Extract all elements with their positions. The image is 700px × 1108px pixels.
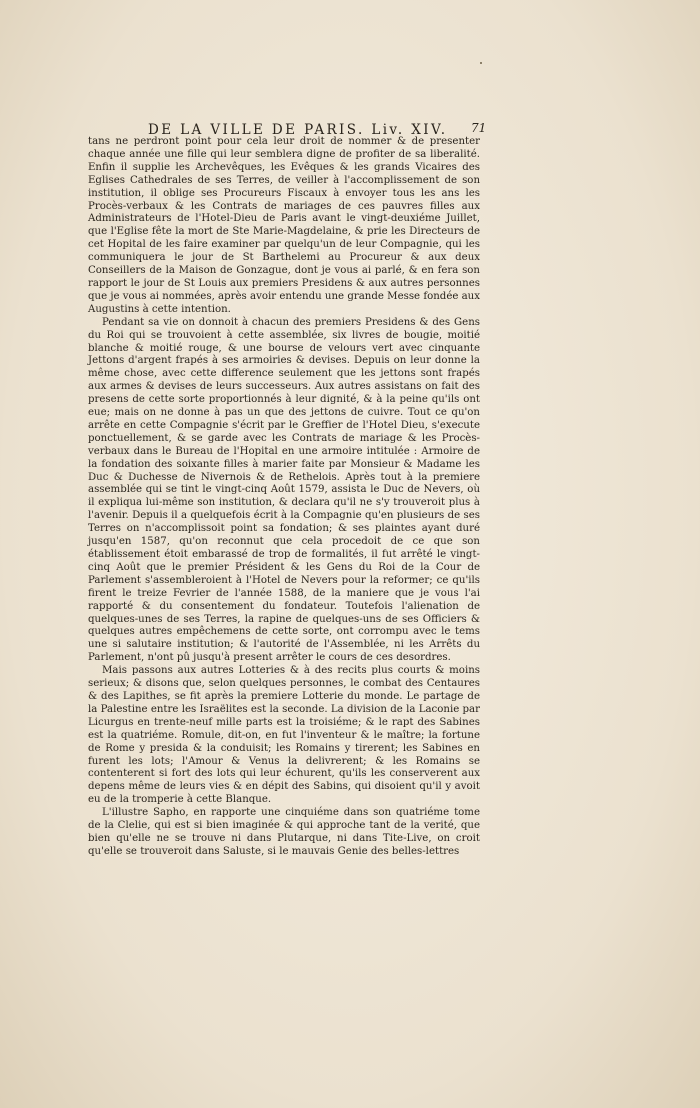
paragraph-2: Pendant sa vie on donnoit à chacun des premiers Presidens & des Gens du Roi qui se trouvoient à cette assemblée, six livres de bougie, moitié blanche & moitié rouge, & une bourse de velours vert avec cinquante Jettons d'argent frapés à ses armoiries & devises. Depuis on leur donne la même chose, avec cette difference seulement que les jettons sont frapés aux armes & devises de leurs successeurs. Aux autres assistans on fait des presens de cette sorte proportionnés à leur dignité, & à la peine qu'ils ont eue; mais on ne donne à pas un que des jettons de cuivre. Tout ce qu'on arrête en cette Compagnie s'écrit par le Greffier de l'Hotel Dieu, s'execute ponctuellement, & se garde avec les Contrats de mariage & les Procès-verbaux dans le Bureau de l'Hopital en une armoire intitulée : Armoire de la fondation des soixante filles à marier faite par Monsieur & Madame les Duc & Duchesse de Nivernois & de Rethelois. Après tout à la premiere assemblée qui se tint le vingt-cinq Août 1579, assista le Duc de Nevers, où il expliqua lui-même son institution, & declara qu'il ne s'y trouveroit plus à l'avenir. Depuis il a quelquefois écrit à la Compagnie qu'en plusieurs de ses Terres on n'accomplissoit point sa fondation; & ses plaintes ayant duré jusqu'en 1587, qu'on reconnut que cela procedoit de ce que son établissement étoit embarassé de trop de formalités, il fut arrêté le vingt-cinq Août que le premier Président & les Gens du Roi de la Cour de Parlement s'assembleroient à l'Hotel de Nevers pour la reformer; ce qu'ils firent le treize Fevrier de l'année 1588, de la maniere que je vous l'ai rapporté & du consentement du fondateur. Toutefois l'alienation de quelques-unes de ses Terres, la rapine de quelques-uns de ses Officiers & quelques autres empêchemens de cette sorte, ont corrompu avec le tems une si salutaire institution; & l'autorité de l'Assemblée, ni les Arrêts du Parlement, n'ont pû jusqu'à present arrêter le cours de ces desordres. bbox=[88, 316, 480, 664]
page-number: 71 bbox=[471, 121, 487, 135]
paper-speck bbox=[480, 62, 482, 64]
paragraph-1: tans ne perdront point pour cela leur droit de nommer & de presenter chaque année une fille qui leur semblera digne de profiter de sa liberalité. Enfin il supplie les Archevêques, les Evêques & les grands Vicaires des Eglises Cathedrales de ses Terres, de veiller à l'accomplissement de son institution, il oblige ses Procureurs Fiscaux à envoyer tous les ans les Procès-verbaux & les Contrats de mariages de ces pauvres filles aux Administrateurs de l'Hotel-Dieu de Paris avant le vingt-deuxiéme Juillet, que l'Eglise fête la mort de Ste Marie-Magdelaine, & prie les Directeurs de cet Hopital de les faire examiner par quelqu'un de leur Compagnie, qui les communiquera le jour de St Barthelemi au Procureur & aux deux Conseillers de la Maison de Gonzague, dont je vous ai parlé, & en fera son rapport le jour de St Louis aux premiers Presidens & aux autres personnes que je vous ai nommées, après avoir entendu une grande Messe fondée aux Augustins à cette intention. bbox=[88, 136, 480, 315]
paragraph-3: Mais passons aux autres Lotteries & à des recits plus courts & moins serieux; & disons que, selon quelques personnes, le combat des Centaures & des Lapithes, se fit après la premiere Lotterie du monde. Le partage de la Palestine entre les Israëlites est la seconde. La division de la Laconie par Licurgus en trente-neuf mille parts est la troisiéme; & le rapt des Sabines est la quatriéme. Romule, dit-on, en fut l'inventeur & le maître; la fortune de Rome y presida & la conduisit; les Romains y tirerent; les Sabines en furent les lots; l'Amour & Venus la delivrerent; & les Romains se contenterent si fort des lots qui leur échurent, qu'ils les conserverent aux depens même de leurs vies & en dépit des Sabins, qui disoient qu'il y avoit eu de la tromperie à cette Blanque. bbox=[88, 665, 480, 806]
running-title: DE LA VILLE DE PARIS. Liv. XIV. bbox=[148, 122, 448, 138]
body-text bbox=[88, 136, 480, 859]
paragraph-4: L'illustre Sapho, en rapporte une cinquiéme dans son quatriéme tome de la Clelie, qui est si bien imaginée & qui approche tant de la verité, que bien qu'elle ne se trouve ni dans Plutarque, ni dans Tite-Live, on croit qu'elle se trouveroit dans Saluste, si le mauvais Genie des belles-lettres bbox=[88, 807, 480, 857]
